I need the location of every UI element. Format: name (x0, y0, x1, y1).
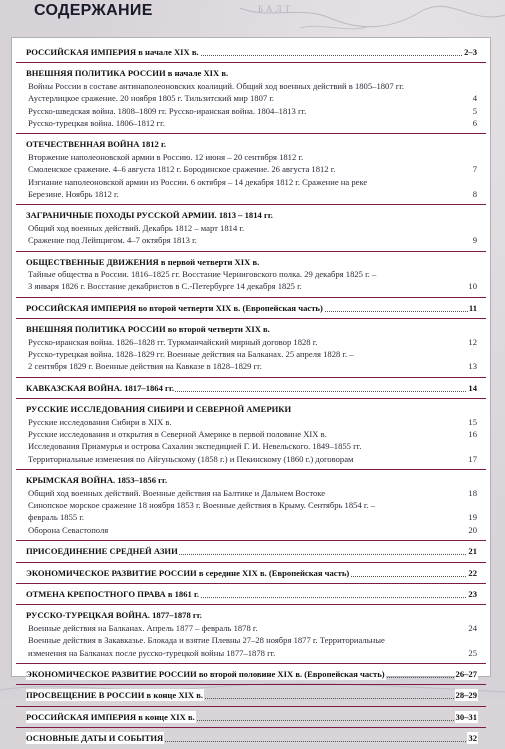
toc-panel (11, 37, 491, 744)
toc-entry-text: КАВКАЗСКАЯ ВОЙНА. 1817–1864 гг. (26, 382, 175, 393)
toc-entry-text: Русско-турецкая война. 1806–1812 гг. (28, 117, 165, 128)
toc-entry[interactable] (26, 428, 478, 440)
toc-entry-text: ОТЕЧЕСТВЕННАЯ ВОЙНА 1812 г. (26, 139, 167, 150)
toc-entry-text: РОССИЙСКАЯ ИМПЕРИЯ во второй четверти XIX в. (Европейская часть) (26, 302, 323, 313)
map-label: БАЛТ (258, 4, 294, 14)
toc-entry-text: Сражение под Лейпцигом. 4–7 октября 1813 г. (28, 235, 197, 246)
toc-heading[interactable] (26, 256, 478, 268)
toc-page-number: 28–29 (455, 690, 477, 701)
toc-page-number: 2–3 (464, 47, 477, 57)
toc-heading[interactable] (26, 382, 478, 394)
toc-entry-text: Русско-шведская война. 1808–1809 гг. Русско-иранская война. 1804–1813 гг. (28, 105, 307, 116)
toc-heading[interactable] (26, 323, 478, 335)
toc-heading[interactable] (26, 588, 478, 600)
toc-heading[interactable] (26, 67, 478, 79)
toc-section (16, 133, 486, 205)
toc-page-number: 13 (468, 361, 477, 372)
toc-entry[interactable] (26, 163, 478, 175)
toc-entry-text: ЭКОНОМИЧЕСКОЕ РАЗВИТИЕ РОССИИ во второй половине XIX в. (Европейская часть) (26, 669, 385, 679)
toc-section (16, 663, 486, 685)
toc-entry-text: РУССКО-ТУРЕЦКАЯ ВОЙНА. 1877–1878 гг. (26, 610, 202, 621)
toc-entry-text: Синопское морское сражение 18 ноября 1853 г. Военные действия в Крыму. Сентябрь 1854 г. – (28, 499, 376, 510)
toc-entry-text: Военные действия в Закавказье. Блокада и взятие Плевны 27–28 ноября 1877 г. Территориальные (28, 635, 385, 646)
toc-page-number: 4 (472, 93, 477, 104)
toc-heading[interactable] (26, 403, 478, 415)
toc-heading[interactable] (26, 46, 478, 58)
toc-section (16, 204, 486, 251)
toc-section (16, 297, 486, 319)
toc-entry-text: Войны России в составе антинаполеоновских коалиций. Общий ход военных действий в 1805–1807 гг. (28, 80, 405, 91)
toc-entry-text: изменения на Балканах после русско-турецкой войны 1877–1878 гг. (28, 647, 276, 658)
toc-heading[interactable] (26, 474, 478, 486)
toc-entry[interactable] (26, 453, 478, 465)
page-title: СОДЕРЖАНИЕ (34, 2, 153, 19)
toc-page-number: 15 (468, 416, 477, 427)
toc-entry-text: Русско-турецкая война. 1828–1829 гг. Военные действия на Балканах. 25 апреля 1828 г. – (28, 348, 354, 359)
toc-entry[interactable] (26, 634, 478, 646)
toc-entry[interactable] (26, 92, 478, 104)
toc-entry[interactable] (26, 499, 478, 511)
toc-entry-text: ОБЩЕСТВЕННЫЕ ДВИЖЕНИЯ в первой четверти XIX в. (26, 256, 260, 267)
toc-page-number: 11 (468, 302, 477, 313)
toc-entry[interactable] (26, 647, 478, 659)
toc-heading[interactable] (26, 711, 478, 723)
toc-entry-text: Вторжение наполеоновской армии в Россию. 12 июня – 20 сентября 1812 г. (28, 151, 304, 162)
toc-entry[interactable] (26, 117, 478, 129)
toc-section (16, 62, 486, 134)
toc-section (16, 318, 486, 378)
toc-entry[interactable] (26, 348, 478, 360)
toc-entry[interactable] (26, 511, 478, 523)
toc-heading[interactable] (26, 138, 478, 150)
toc-entry[interactable] (26, 336, 478, 348)
toc-page-number: 10 (468, 281, 477, 292)
toc-entry-text: Смоленское сражение. 4–6 августа 1812 г. Бородинское сражение. 26 августа 1812 г. (28, 164, 336, 175)
toc-page-number: 16 (468, 428, 477, 439)
toc-entry[interactable] (26, 234, 478, 246)
toc-page-number: 32 (468, 733, 477, 744)
toc-entry[interactable] (26, 268, 478, 280)
toc-heading[interactable] (26, 302, 478, 314)
toc-entry-text: февраль 1855 г. (28, 512, 85, 523)
toc-page-number: 6 (472, 117, 477, 128)
toc-entry[interactable] (26, 360, 478, 372)
toc-entry[interactable] (26, 176, 478, 188)
toc-page-number: 21 (468, 546, 477, 557)
toc-entry[interactable] (26, 440, 478, 452)
toc-entry-text: Аустерлицкое сражение. 20 ноября 1805 г. Тильзитский мир 1807 г. (28, 93, 275, 104)
toc-entry-text: ОТМЕНА КРЕПОСТНОГО ПРАВА в 1861 г. (26, 589, 200, 599)
toc-section (16, 377, 486, 399)
toc-section (16, 469, 486, 541)
toc-entry-text: ВНЕШНЯЯ ПОЛИТИКА РОССИИ в начале XIX в. (26, 68, 229, 79)
toc-entry-text: РОССИЙСКАЯ ИМПЕРИЯ в конце XIX в. (26, 711, 195, 722)
toc-page-number: 24 (468, 622, 477, 633)
toc-entry-text: Оборона Севастополя (28, 524, 109, 535)
toc-entry-text: ОСНОВНЫЕ ДАТЫ И СОБЫТИЯ (26, 733, 164, 744)
toc-page-number: 26–27 (455, 669, 477, 679)
toc-page-number: 17 (468, 453, 477, 464)
toc-section (16, 540, 486, 562)
toc-section (16, 684, 486, 706)
toc-section (16, 583, 486, 605)
toc-page-number: 30–31 (455, 711, 477, 722)
toc-entry-text: Военные действия на Балканах. Апрель 1877 – февраль 1878 г. (28, 622, 258, 633)
toc-entry[interactable] (26, 151, 478, 163)
toc-entry[interactable] (26, 622, 478, 634)
toc-section (16, 706, 486, 728)
toc-page-number: 25 (468, 647, 477, 658)
toc-page-number: 8 (472, 188, 477, 199)
toc-entry[interactable] (26, 80, 478, 92)
toc-entry-text: 2 сентября 1829 г. Военные действия на Кавказе в 1828–1829 гг. (28, 361, 262, 372)
toc-entry-text: ПРИСОЕДИНЕНИЕ СРЕДНЕЙ АЗИИ (26, 546, 178, 557)
toc-page-number: 7 (472, 164, 477, 175)
toc-entry[interactable] (26, 524, 478, 536)
toc-entry[interactable] (26, 188, 478, 200)
toc-page-number: 9 (472, 235, 477, 246)
toc-page-number: 22 (468, 567, 477, 578)
toc-entry-text: Исследования Приамурья и острова Сахалин экспедицией Г. И. Невельского. 1849–1855 гг. (28, 441, 362, 452)
toc-entry-text: ВНЕШНЯЯ ПОЛИТИКА РОССИИ во второй четверти XIX в. (26, 324, 270, 335)
toc-entry-text: 3 января 1826 г. Восстание декабристов в С.-Петербурге 14 декабря 1825 г. (28, 281, 302, 292)
toc-entry[interactable] (26, 487, 478, 499)
toc-page-number: 12 (468, 336, 477, 347)
toc-page-number: 18 (468, 487, 477, 498)
toc-heading[interactable] (26, 567, 478, 579)
toc-entry-text: ЭКОНОМИЧЕСКОЕ РАЗВИТИЕ РОССИИ в середине XIX в. (Европейская часть) (26, 567, 350, 578)
toc-entry[interactable] (26, 280, 478, 292)
toc-entry-text: Русско-иранская война. 1826–1828 гг. Туркманчайский мирный договор 1828 г. (28, 336, 318, 347)
toc-entry-text: Русские исследования и открытия в Северной Америке в первой половине XIX в. (28, 428, 327, 439)
toc-section (16, 398, 486, 470)
toc-section (16, 41, 486, 63)
toc-entry-text: Русские исследования Сибири в XIX в. (28, 416, 172, 427)
toc-entry-text: РУССКИЕ ИССЛЕДОВАНИЯ СИБИРИ И СЕВЕРНОЙ АМЕРИКИ (26, 404, 292, 415)
toc-page-number: 23 (468, 589, 477, 599)
toc-entry-text: Тайные общества в России. 1816–1825 гг. Восстание Черниговского полка. 29 декабря 1825 г. – (28, 268, 377, 279)
toc-heading[interactable] (26, 732, 478, 744)
toc-entry-text: Территориальные изменения по Айгуньскому (1858 г.) и Пекинскому (1860 г.) договорам (28, 453, 354, 464)
toc-page-number: 5 (472, 105, 477, 116)
toc-entry-text: Общий ход военных действий. Военные действия на Балтике и Дальнем Востоке (28, 487, 326, 498)
toc-heading[interactable] (26, 609, 478, 621)
toc-entry-text: ЗАГРАНИЧНЫЕ ПОХОДЫ РУССКОЙ АРМИИ. 1813 – 1814 гг. (26, 210, 273, 221)
toc-section (16, 562, 486, 584)
toc-entry-text: РОССИЙСКАЯ ИМПЕРИЯ в начале XIX в. (26, 47, 199, 57)
toc-entry[interactable] (26, 416, 478, 428)
toc-page-number: 19 (468, 512, 477, 523)
toc-entry-text: Изгнание наполеоновской армии из России. 6 октября – 14 декабря 1812 г. Сражение на реке (28, 176, 368, 187)
toc-page-number: 14 (468, 382, 477, 393)
toc-heading[interactable] (26, 545, 478, 557)
toc-entry[interactable] (26, 222, 478, 234)
toc-heading[interactable] (26, 668, 478, 680)
toc-section (16, 251, 486, 298)
toc-section (16, 604, 486, 664)
toc-page-number: 20 (468, 524, 477, 535)
toc-entry-text: Березине. Ноябрь 1812 г. (28, 188, 119, 199)
toc-entry-text: КРЫМСКАЯ ВОЙНА. 1853–1856 гг. (26, 475, 168, 486)
toc-entry-text: Общий ход военных действий. Декабрь 1812 – март 1814 г. (28, 222, 245, 233)
toc-section (16, 727, 486, 748)
toc-entry-text: ПРОСВЕЩЕНИЕ В РОССИИ в конце XIX в. (26, 690, 204, 701)
toc-heading[interactable] (26, 209, 478, 221)
toc-entry[interactable] (26, 105, 478, 117)
